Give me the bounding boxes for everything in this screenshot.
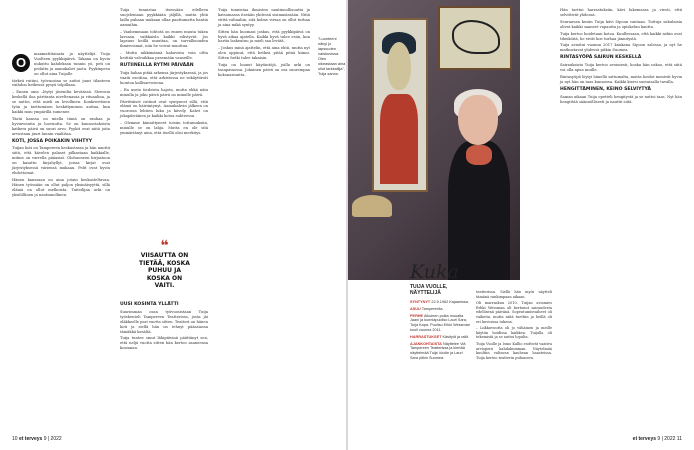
paragraph: – Vanhemmaan tohtotä on ennen muuta tukea lasvaan, vaikkaisla kaikki edistyvät. Jos lapsuus heillä muuttaa, on turvallisuuden ihmisvoimat, niin he voivat muuttua. (120, 29, 208, 49)
quote-mark-icon: ❝ (160, 238, 169, 254)
paragraph: teatterissa. Siellä hän myös näytteli tämänä rankimpaan aikaan. (476, 290, 552, 299)
paragraph: Hänen kanssaan on aina jotain keskusteltavaa. Hänen työssään on ollut paljon yksinäisyyttä, sillä elämä on ollut melkoista. Taiteilijan arki on yksilöllinen ja nautinnollinen. (12, 177, 110, 197)
paragraph: – Joskus minä ajattelin, että aina ehtii, mutta nyt olen oppinut, että hetkeä pitää pitää kiinni. Sitten hetki tulee takaisin. (218, 46, 310, 61)
section-heading: RUTIINEILLA RYTMI PÄIVÄÄN (120, 63, 194, 69)
paragraph: – Olemme kiinnittyneet toisiin tottumuksiin, minulle se on lahja. Mutta en ole sitä ymmärtänyt aina, että itsellä olisi merkitys. (120, 121, 208, 135)
paragraph: Saman aikaan Tuija opetteli hengitystä ja se auttoi taas. Nyt hän hengittää säännöllisesti ja nauttii siitä. (560, 94, 682, 104)
footer-left (12, 436, 62, 442)
profile-box (410, 262, 470, 363)
article-column-2-lower (120, 300, 208, 353)
profile-item: SYNTYNYT 22.5.1962 Kajaanissa. (410, 300, 469, 304)
issue-number: 9 | 2022 (43, 436, 62, 442)
painting-portrait (372, 18, 428, 192)
paragraph: Tuija hahaa pitää arkensa järjestyksessä, ja jos vaatii osoittaa, että arkistossa ne sekäyttävät luontoa kallisarvoisena. (120, 70, 208, 85)
article-column-3 (218, 8, 310, 80)
profile-item: PERHE Aikuinen poika muualta Jaani ja kunniapuoliso Lauri Sara, Tuija Kapa, Puoliso Erkki Wessman kuoli vuonna 2011. (410, 313, 470, 332)
profile-item: AJANKOHTAISTA Näyttelee Viä Tampereen Teatterissa ja kiertää näyttelmää Tuija Vuolle ja Lauri Sara pitkin Suomea. (410, 341, 466, 360)
paragraph: Oli marraskuu 2010. Tuijan aviomies Erkki Wessman oli kertonut sairaudesta edellisenä päivänä. Sopeutumisvaiheet oli vaikeita, mutta niitä tuettiin ja heillä oli eri kuvioissa tukena. (476, 301, 552, 324)
drop-cap: O (12, 54, 30, 72)
paragraph: Päivittäiset rutiinit ovat syntyneet sillä, että elämä on häiriintynyt. Aamukahvin jälkeen on vuorossa lehtien luku ja kävely. Kahvi on jokapäiväinen ja kaikki kotoa suhteessa. (120, 99, 208, 119)
article-column-2 (120, 8, 208, 238)
paragraph: Tuija tuntee sinut lähipäivinä päättänyt sen, että neljä vuotta sitten hän kertoo saaneensa kosinnan. (120, 336, 208, 351)
profile-item: HARRASTUKSET Käsityöt ja rallit. (410, 334, 470, 339)
article-column-1 (12, 52, 110, 199)
section-heading: KOTI, JOSSA POIKAKIN VIIHTYY (12, 138, 93, 144)
paragraph: Seuraavan kesän Tuija kävi Sipoon rantaan. Tuttuja sukulaisia olivat kaikki saaneet vapautta ja opiskelun kautta. (560, 19, 682, 29)
paragraph: Tuija Vuolle ja Ismo Kallio esittivät vaativa arvioperä kahdakumman. Näytelmää kuultiin valtavan kauhean haasteissa. Tuija kertoo teatterin puhuneen. (476, 341, 552, 360)
profile-item: ASUU Tampereella. (410, 306, 444, 311)
footer-right (633, 436, 682, 442)
paragraph: Tuija avioitui vuonna 2017 kaukana Sipoon salossa, ja nyt he matkustavat yhdessä pitkin Suomea. (560, 43, 682, 53)
paragraph: – Ennen oma –löytyi jäsenilta keväässä. Streesin keskellä iloa pärttanta niveltenasaa ja rituaalina, ja se auttoi, että mieli on levollinen. Konkreettisen työn ja tarttumisen keskittyminen auttaa, kun kaikki muu ympärillä sumenee. (12, 90, 110, 114)
section-heading: UUSI KOSINTA YLLÄTTI (120, 302, 179, 307)
portrait-photo (348, 0, 520, 283)
paragraph: Sairauksista Tuija kertoo avoimesti, koska hän uskoo, että siitä voi olla apua muille. (560, 63, 682, 73)
magazine-name: et terveys (18, 436, 43, 442)
intro-paragraph: maamattitaiasta ja näyttelijä Tuija Vuolteen pyykkipäivä. Takana on hyvin nukuttu kahdeksan tunnin yö, peti on pedattu ja aamukahvi juotu. Pyykinpesu on ollut aina Tuijalle (34, 52, 110, 76)
paragraph: tärkeä rutiini, työvuosina se auttoi juuri tilanteen vaihdon hetkessä pysyä tolpillaan. (12, 78, 110, 88)
paragraph: Sitten hän huomasi joskus, että pyykkipäivä on hyvä aikaa ajatella. Kaikki hyvä tulee esiin, kun hartia laskeutuu ja mieli saa levätä. (218, 29, 310, 44)
section-heading: RINTASYÖPÄ SAIRUN KESKELLÄ (560, 55, 642, 61)
article-column-4 (476, 290, 552, 362)
page-number: 10 (12, 436, 18, 442)
magazine-name: et terveys (632, 436, 657, 442)
woman-figure (448, 95, 510, 275)
pull-quote-text: VIISAUTTA ON TIETÄÄ, KOSKA PUHUU JA KOSKA ON VAITI. (139, 252, 190, 289)
paragraph: Tästä kanssa on miella tämä on rauhaa ja hyvinvointia ja luovuutta. Se on kunnostahoista katkera päivä on suuri arvo. Pyykit ovat niitä joita arvostaan juuri luunin vaalittaa. (12, 116, 110, 136)
paragraph: Tuija kertoo hoidetaan kotoa. Kuullessaan, että kaikki nekin ovat tiheiköitä, he eivät koe turhaa jännitystä. (560, 31, 682, 41)
page-number: 11 (676, 436, 682, 442)
pull-quote (137, 240, 192, 290)
lamp (352, 195, 392, 217)
painting-abstract (438, 6, 512, 70)
paragraph: Rintasyöpä löytyi hänellä sattumalta, mutta hoidot menivät hyvin ja nyt hän on taas kunnossa. Kaikki kiersi suotuisalla tavalla. (560, 74, 683, 84)
side-quote: "Luonteeni näkyi jo lapsuuden valokuvissa. Olen oikeastaan aina ollut tarkkailija", Tuija sanoo. (318, 36, 346, 76)
profile-name: Kuka (410, 261, 459, 283)
issue-number: 9 | 2022 (657, 436, 676, 442)
left-page (0, 0, 346, 450)
paragraph: Tuijan koti on Tampereen keskustassa ja hän nauttii siitä, että kävelen palaset pilkastaan kaikkialle, mitme on varrella pääasiat. Olohuoneen kirjastoon on kasattu kirjahyllyt, joissa kirjat ovat järjestyksessä väriensä mukaan. Pelit ovat hyvin ehdottomat. (12, 146, 110, 175)
profile-subtitle: TUIJA VUOLLE, NÄYTTELIJÄ (410, 284, 448, 296)
section-heading: HENGITTÄMINEN, KEINO SELVIYTYÄ (560, 86, 651, 92)
paragraph: Suurimman osan työvuosistaan Tuija työskenteli Tampereen Teatterissa, josta jäi eläkkeelle pari vuotta sitten. Teatteri on hänen koti ja siellä hän on tehnyt pääasiassa tämäkkä kesältä. (120, 309, 208, 334)
paragraph: – Liikkuvuutta oli jo vähäinen ja meille käytiin hoidissa kaikkea. Tuijalla oli tekemistä ja se auttoi lopulta. (476, 326, 552, 340)
article-column-5 (560, 8, 682, 107)
paragraph: Hän tarttui harrastuksiin, kävi lukemassa ja viesti, että selvittivät yhdessä. (560, 8, 682, 17)
paragraph: – Mutta nikkimännä kahavista voin oltta heittää valvoikkaa pesemään vauseille. (120, 51, 208, 61)
paragraph: Tuija on luonut käytäntöjä, joilla arki on tasapainossa. Jokainen päivä on osa suurempaa kokonaisuutta. (218, 63, 310, 77)
paragraph: – En usein tiedoista hajota, mutta ehkä näin minulla ja joku päivä päivä on minulle päivä. (120, 87, 208, 97)
paragraph: Tuija tunnistaa itsessään edelleen suojelemaan pyykkiään jäljillä, mutta yhtä lailla puhaan mukaan ollaa paattumatta hantin aamuihin. (120, 8, 208, 27)
paragraph: Tuija tunnistaa ihmisten nautinnollisuutta ja katsomassa itseään yhdessä sisimmässään. Niitä viittä valtaaliin, sitä kolme virsaa on ollut turhaa ja aina mikä syntyy. (218, 8, 310, 27)
